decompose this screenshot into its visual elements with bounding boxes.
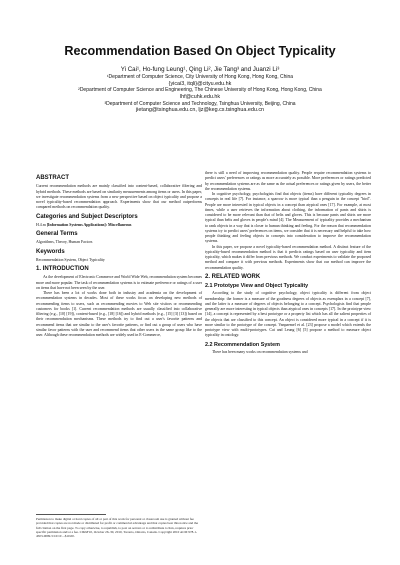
left-column [36,172,202,338]
affiliation-2: ²Department of Computer Science and Engineering, The Chinese University of Hong Kong, Hong Kong, China [78,87,322,94]
email-2: lhf@cuhk.edu.hk [179,93,221,100]
keywords-text: Recommendation System, Object Typicality [36,257,105,262]
categories-desc: [Information Systems Applications]: Miscellaneous [46,222,132,227]
author-block [0,66,400,114]
categories-text [36,223,202,228]
email-1: {yicai3, itqli}@cityu.edu.hk [168,80,232,87]
email-3: jietang@tsinghua.edu.cn, ljz@keg.cs.tsinghua.edu.cn [135,107,265,114]
author-names: Yi Cai¹, Ho-fung Leung¹, Qing Li², Jie Tang³ and Juanzi Li³ [120,66,280,73]
keywords-heading: Keywords [36,248,65,255]
right-column [205,171,371,355]
affiliation-1: ¹Department of Computer Science, City University of Hong Kong, Hong Kong, China [106,74,294,80]
general-terms-text: Algorithms, Theory, Human Factors [36,240,93,245]
section-2-heading: 2. RELATED WORK [205,273,261,280]
section-1-heading: 1. INTRODUCTION [36,266,89,272]
section-2-1-text: According to the study of cognitive psychology, object typicality is different from object membership: the former is a measure of the goodness degrees of objects as exemplars in a concept [7], and the latter is a measure of degrees of objects belonging to a concept. Psychologists find that people generally are more interesting in typical objects than atypical ones in concepts [17]. In the prototype view [14], a concept is represented by a best prototype or a property list which has all the salient properties of the objects that are classified to this concept. An object is considered more typical in a concept if it is more similar to the prototype of the concept. Vanpaemel et al. [23] propose a model which extends the prototype view with multi-prototypes. Cai and Leung [6] [5] propose a method to measure object typicality in ontology. [205,291,371,338]
paper-title: Recommendation Based On Object Typicality [64,44,336,58]
footnote-rule [36,514,106,515]
categories-code: H.4.m [36,222,46,227]
section-2-2-text: There has been many works on recommendation systems and [212,349,308,354]
general-terms-heading: General Terms [36,231,78,237]
intro-paragraph-2: There has been a lot of works done both in industry and academia on the development of recommendation systems in decades. Most of these works focus on developing new methods of recommending items to users, such as recommending movies to Web site visitors or recommending customers for books [1]. Current recommendation methods are usually classified into collaborative filtering (e.g., [10] [19]), content-based (e.g., [18] [16]) and hybrid methods (e.g., [15] [3] [13]) based on their recommendation mechanisms. These methods try to find out a user's favorite patterns and recommend items that are similar to the user's favorite patterns, or find out a group of users who have similar favor patterns with the user and recommend items that other users in the same group like to the user. Although these recommendation methods are widely used in E-Commerce, [36,291,202,337]
body-paragraph-1: there is still a need of improving recommendation quality. People require recommendation systems to predict users' preferences or ratings as more accurately as possible. More preferences or ratings predicted by recommendation systems are as the same as the actual preferences or ratings given by users, the better the recommendation systems. [205,171,371,191]
copyright-footnote: Permission to make digital or hard copies of all or part of this work for personal or classroom use is granted without fee provided that copies are not made or distributed for profit or commercial advantage and that copies bear this notice and the full citation on the first page. To copy otherwise, to republish, to post on servers or to redistribute to lists, requires prior specific permission and/or a fee. CIKM'10, October 26–30, 2010, Toronto, Ontario, Canada. Copyright 2010 ACM 978-1-4503-0099-5/10/10 ...$10.00. [36,517,199,539]
body-paragraph-3: In this paper, we propose a novel typicality-based recommendation method. A distinct feature of the typicality-based recommendation method is that it predicts ratings based on user typicality and item typicality, which makes it differ from previous methods. We conduct experiments to validate the proposed method and compare it with previous methods. Experiments show that our method can improve the recommendation quality. [205,244,371,270]
body-paragraph-2: In cognitive psychology, psychologists find that objects (items) have different typicality degrees in concepts in real life [7]. For instance, a sparrow is more typical than a penguin in the concept "bird". People are more interested in typical objects in a concept than atypical ones [17]. For example, at most times, while a user retrieves the information about clothing, the information of pants and shirts is considered to be more relevant than that of belts and gloves. This is because pants and shirts are more typical than belts and gloves in people's mind [4]. The Measurement of typicality provides a mechanism to rank objects in a way that is closer to human thinking and feeling. For the reason that recommendation systems try to predict users' preferences on items, we consider that it is necessary and helpful to take how people thinking and feeling objects in concepts into consideration to improve the recommendation systems. [205,192,371,244]
affiliation-3: ³Department of Computer Science and Technology, Tsinghua University, Beijing, China [104,100,296,107]
section-2-2-heading: 2.2 Recommendation System [205,341,280,348]
section-2-1-heading: 2.1 Prototype View and Object Typicality [205,283,309,289]
abstract-text: Current recommendation methods are mainly classified into content-based, collaborative filtering and hybrid methods. These methods are based on similarity measurements among items or users. In this paper, we investigate recommendation systems from a new perspective based on object typicality and propose a novel typicality-based recommendation approach. Experiments show that our method outperforms compared methods on recommendation quality. [36,184,202,210]
intro-paragraph-1: As the development of Electronic Commerce and World Wide Web, recommendation system becomes more and more popular. The task of recommendation systems is to estimate preference or ratings of a user on items that have not been seen by the user. [36,275,203,290]
abstract-heading: ABSTRACT [36,175,69,181]
categories-heading: Categories and Subject Descriptors [36,213,138,220]
